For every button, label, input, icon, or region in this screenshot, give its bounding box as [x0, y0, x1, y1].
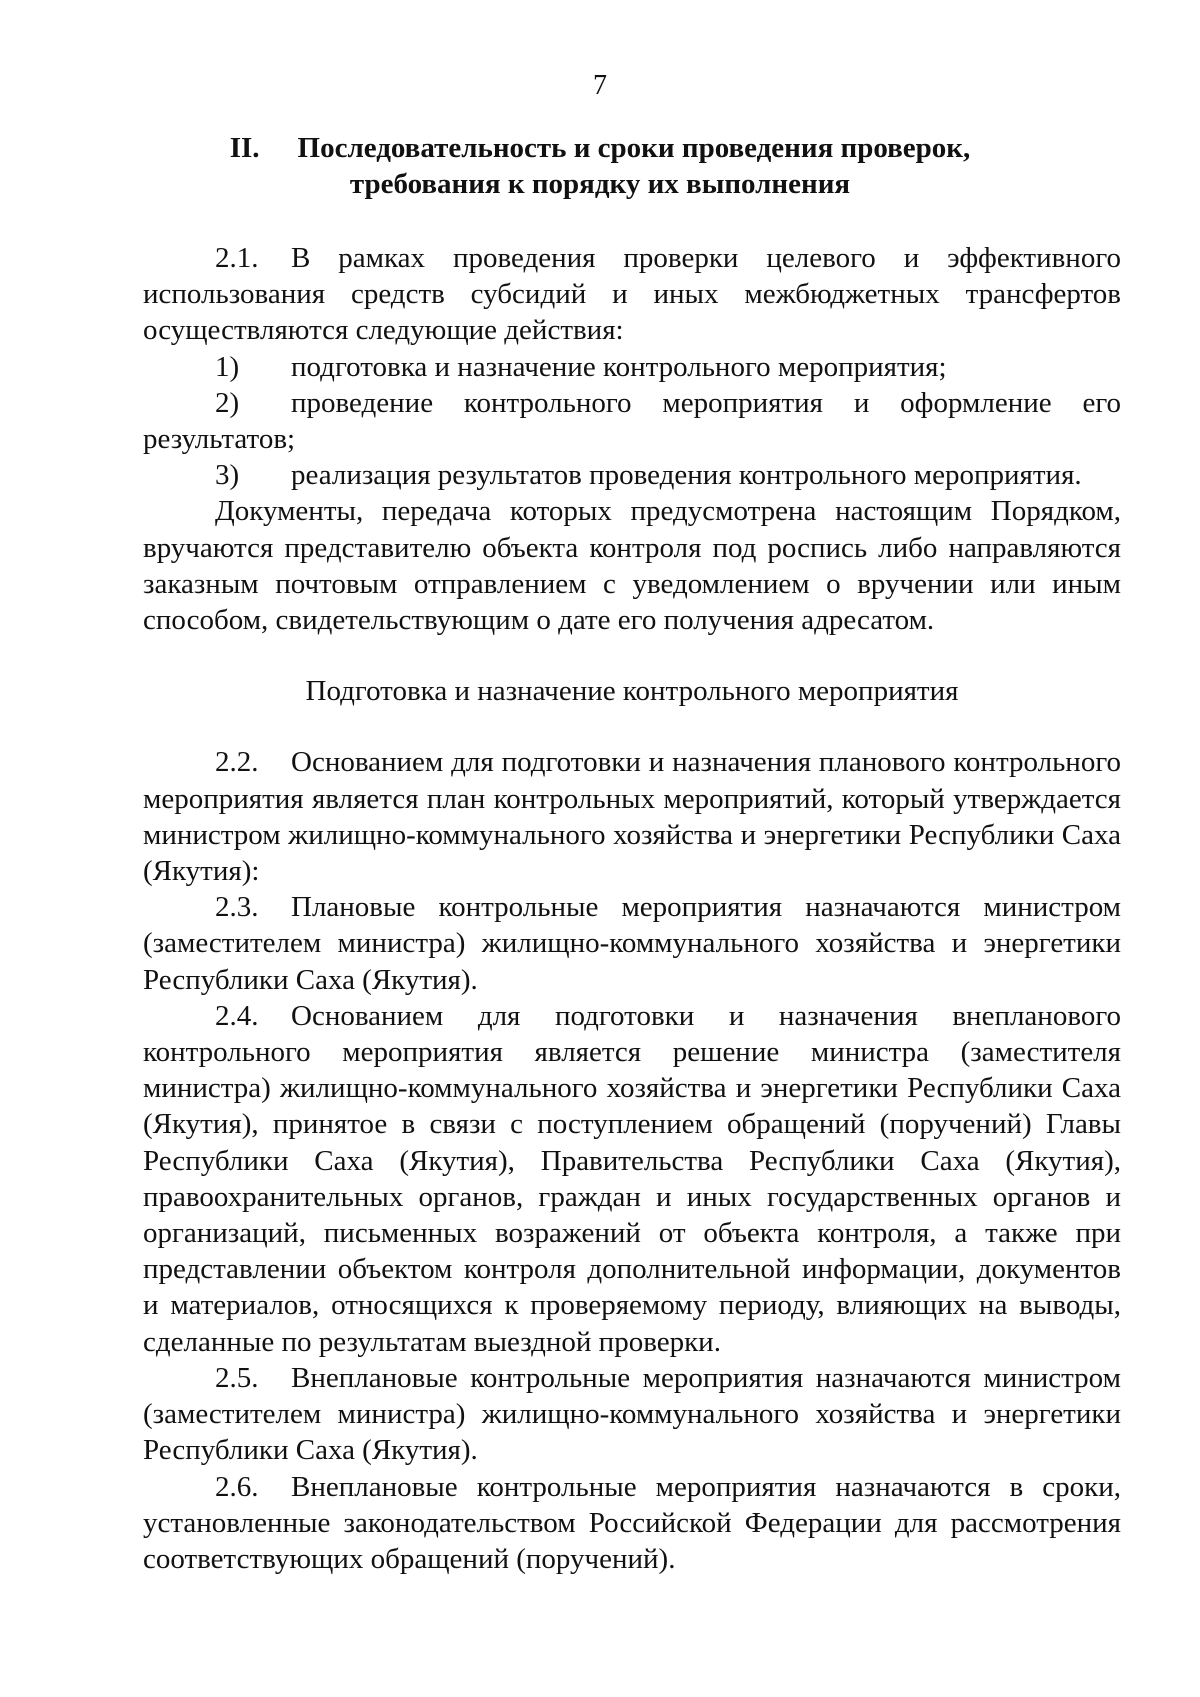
list-item-text: реализация результатов проведения контрольного мероприятия.	[291, 459, 1082, 492]
paragraph-number: 2.4.	[215, 999, 259, 1032]
section-title-line2: требования к порядку их выполнения	[349, 168, 851, 200]
paragraph	[143, 889, 1121, 998]
paragraph-text: Основанием для подготовки и назначения внепланового контрольного мероприятия является решение министра (заместителя министра) жилищно-коммунального хозяйства и энергетики Республики Саха (Якутия), принятое в связи с поступлением обращений (поручений) Главы Республики Саха (Якутия), Правительства Республики Саха (Якутия), правоохранительных органов, граждан и иных государственных органов и организаций, письменных возражений от объекта контроля, а также при представлении объектом контроля дополнительной информации, документов и материалов, относящихся к проверяемому периоду, влияющих на выводы, сделанные по результатам выездной проверки.	[143, 999, 1121, 1358]
section-heading-line1	[0, 130, 1200, 166]
paragraph-number: 2.1.	[215, 242, 259, 274]
paragraph-text: Документы, передача которых предусмотрена настоящим Порядком, вручаются представителю объекта контроля под роспись либо направляются заказным почтовым отправлением с уведомлением о вручении или иным способом, свидетельствующим о дате его получения адресатом.	[143, 495, 1121, 637]
list-item	[143, 349, 1121, 385]
paragraph-text: В рамках проведения проверки целевого и эффективного использования средств субсидий и иных межбюджетных трансфертов осуществляются следующие действия:	[143, 242, 1121, 347]
list-item-number: 2)	[215, 386, 240, 419]
section-number: II.	[229, 132, 260, 164]
paragraph-number: 2.2.	[215, 746, 259, 779]
paragraph-number: 2.5.	[215, 1361, 259, 1394]
paragraph-text: Основанием для подготовки и назначения планового контрольного мероприятия является план контрольных мероприятий, который утверждается министром жилищно-коммунального хозяйства и энергетики Республики Саха (Якутия):	[143, 746, 1121, 888]
list-item-number: 1)	[215, 350, 240, 383]
paragraph-text: Внеплановые контрольные мероприятия назначаются министром (заместителем министра) жилищно-коммунального хозяйства и энергетики Республики Саха (Якутия).	[143, 1361, 1121, 1467]
list-item-text: подготовка и назначение контрольного мероприятия;	[291, 350, 947, 383]
paragraph	[143, 998, 1121, 1360]
paragraph	[143, 493, 1121, 638]
paragraph-number: 2.3.	[215, 891, 259, 924]
paragraph	[143, 1469, 1121, 1578]
subsection-heading: Подготовка и назначение контрольного мероприятия	[305, 675, 959, 708]
list-item-text: проведение контрольного мероприятия и оформление его результатов;	[143, 386, 1121, 456]
section-title-line1: Последовательность и сроки проведения проверок,	[297, 132, 971, 164]
paragraph	[143, 744, 1121, 889]
paragraph	[143, 240, 1121, 349]
paragraph	[143, 1360, 1121, 1469]
list-item-number: 3)	[215, 459, 240, 492]
page-number: 7	[593, 70, 607, 101]
paragraph-text: Плановые контрольные мероприятия назначаются министром (заместителем министра) жилищно-коммунального хозяйства и энергетики Республики Саха (Якутия).	[143, 891, 1121, 996]
paragraph-number: 2.6.	[215, 1470, 259, 1503]
list-item	[143, 457, 1121, 493]
list-item	[143, 385, 1121, 457]
paragraph-text: Внеплановые контрольные мероприятия назначаются в сроки, установленные законодательством Российской Федерации для рассмотрения соответствующих обращений (поручений).	[143, 1470, 1121, 1575]
document-body	[143, 240, 1121, 1577]
section-heading	[0, 130, 1200, 202]
